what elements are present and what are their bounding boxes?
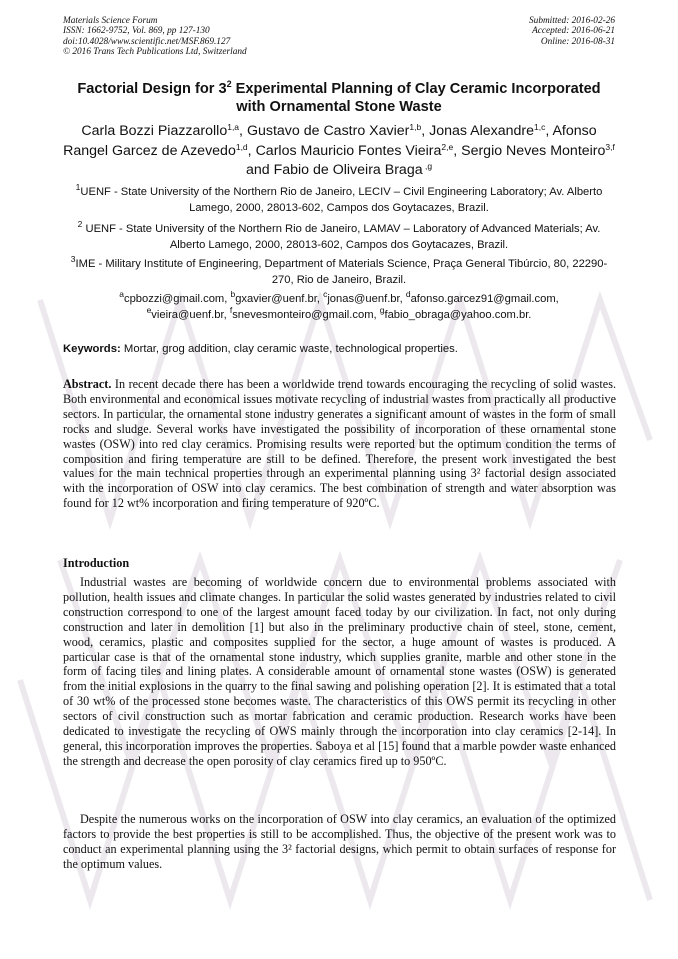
accepted-date: Accepted: 2016-06-21 [532, 26, 615, 37]
affiliation-text: UENF - State University of the Northern Rio de Janeiro, LECIV – Civil Engineering Laboratory; Av. Alberto Lamego, 2000, 28013-602, Campos dos Goytacazes, Brazil. [80, 186, 603, 214]
keywords [63, 342, 615, 357]
affiliation-2 [63, 221, 615, 253]
author-name: Fabio de Oliveira Braga [273, 162, 423, 178]
journal-info [63, 16, 247, 58]
submitted-date: Submitted: 2016-02-26 [529, 16, 615, 26]
publication-dates [529, 16, 615, 47]
email-list [63, 291, 615, 323]
email-link[interactable]: jonas@uenf.br, [327, 293, 406, 305]
email-link[interactable]: gxavier@uenf.br, [235, 293, 324, 305]
abstract-label: Abstract. [63, 377, 112, 391]
email-link[interactable]: cpbozzi@gmail.com, [123, 293, 231, 305]
author-sep: and [245, 162, 274, 178]
email-sup: g [379, 305, 385, 315]
author-name: Gustavo de Castro Xavier [246, 123, 410, 139]
author-sup: 1,c [534, 122, 546, 132]
journal-name: Materials Science Forum [63, 16, 158, 26]
body-paragraph: Industrial wastes are becoming of worldwide concern due to environmental problems associated with pollution, health issues and climate changes. In particular the solid wastes generated by industries related to civil construction correspond to one of the largest amount faced today by our civilization. In fact, not only during construction and later in demolition [1] but also in the preliminary productive chain of steel, stone, cement, wood, ceramics, plastic and composites supplied for the sector, a huge amount of wastes is produced. A particular case is that of the ornamental stone industry, which supplies granite, marble and other stone in the form of facing tiles and lining plates. A considerable amount of ornamental stone wastes (OSW) is generated from the initial explosions in the quarry to the final sawing and polishing operation [2]. It is estimated that a total of 30 wt% of the processed stone becomes waste. The characteristics of this OWS permit its recycling in other sectors of civil construction such as mortar fabrication and ceramic production. Research works have been dedicated to investigate the recycling of OWS mainly through the incorporation into clay ceramics [2-14]. In general, this incorporation improves the properties. Saboya et al [15] found that a marble powder waste enhanced the strength and decrease the open porosity of clay ceramics fired up to 950ºC. [63, 575, 616, 768]
abstract-text: In recent decade there has been a worldwide trend towards encouraging the recycling of solid wastes. Both environmental and economical issues motivate recycling of industrial wastes from practically all productive sectors. In particular, the ornamental stone industry generates a significant amount of wastes in the form of small rocks and sludge. Several works have investigated the possibility of incorporation of these ornamental stone wastes (OSW) into red clay ceramics. Promising results were reported but the optimum condition the terms of composition and firing temperature are still to be defined. Therefore, the present work investigated the best values for the main technical properties through an experimental planning using 3² factorial design associated with the incorporation of OSW into clay ceramics. The best combination of strength and water absorption was found for 12 wt% incorporation and firing temperature of 920ºC. [63, 377, 616, 511]
author-sup: 2,e [441, 141, 454, 152]
section-heading: Introduction [63, 556, 130, 570]
author [81, 123, 247, 139]
author-sep: , [421, 123, 430, 139]
title-text-continued: Experimental Planning of Clay Ceramic Incorporated with Ornamental Stone Waste [231, 81, 601, 115]
author-sep: , [453, 142, 462, 159]
keywords-text: Mortar, grog addition, clay ceramic waste, technological properties. [120, 343, 458, 355]
abstract [63, 377, 616, 511]
author-name: Carla Bozzi Piazzarollo [81, 123, 228, 139]
author [274, 162, 433, 178]
author [247, 123, 429, 139]
title-superscript: 2 [226, 79, 232, 89]
email-link[interactable]: fabio_obraga@yahoo.com.br. [384, 309, 532, 321]
author-list [63, 122, 615, 181]
author-name: Jonas Alexandre [429, 123, 535, 139]
author-sup: 1,d [235, 141, 248, 152]
title-text: Factorial Design for 3 [77, 81, 227, 97]
online-date: Online: 2016-08-31 [540, 36, 615, 47]
affiliation-text: IME - Military Institute of Engineering, Department of Materials Science, Praça General Tibúrcio, 80, 22290-270, Rio de Janeiro, Brazil. [75, 258, 608, 286]
body-paragraph: Despite the numerous works on the incorporation of OSW into clay ceramics, an evaluation of the optimized factors to provide the best properties is still to be accomplished. Thus, the objective of the present work was to conduct an experimental planning using the 3² factorial designs, which permit to obtain surfaces of response for the optimum values. [63, 812, 616, 871]
keywords-label: Keywords: [63, 343, 121, 355]
author-sep: , [247, 142, 256, 159]
email-sup: c [323, 289, 328, 299]
affiliation-sup: 2 [77, 219, 83, 229]
email-sup: a [119, 289, 124, 299]
author-name: Carlos Mauricio Fontes Vieira [255, 142, 442, 159]
email-link[interactable]: afonso.garcez91@gmail.com, [410, 293, 559, 305]
author [429, 123, 552, 139]
author-sep: , [545, 123, 553, 139]
issn: ISSN: 1662-9752, Vol. 869, pp 127-130 [63, 26, 210, 37]
author-sup: 3,f [605, 141, 615, 152]
author-sup: 1,a [227, 122, 240, 132]
copyright: © 2016 Trans Tech Publications Ltd, Switzerland [63, 47, 247, 58]
email-sup: d [405, 289, 411, 299]
affiliation-sup: 1 [75, 182, 81, 192]
affiliation-sup: 3 [70, 254, 76, 264]
author-name: Afonso Rangel Garcez de Azevedo [63, 123, 597, 159]
email-sup: e [146, 305, 152, 315]
author-sep: , [239, 123, 247, 139]
email-sup: b [230, 289, 236, 299]
email-link[interactable]: snevesmonteiro@gmail.com, [232, 309, 380, 321]
email-sup: f [229, 305, 233, 315]
affiliation-text: UENF - State University of the Northern Rio de Janeiro, LAMAV – Laboratory of Advanced Materials; Av. Alberto Lamego, 2000, 28013-602, Campos dos Goytacazes, Brazil. [82, 223, 601, 251]
affiliation-1 [63, 184, 615, 216]
author-sup: ,g [422, 161, 433, 171]
paper-title [63, 80, 615, 116]
email-link[interactable]: vieira@uenf.br, [151, 309, 230, 321]
affiliation-3 [63, 256, 615, 288]
author-sup: 1,b [409, 122, 422, 132]
author-name: Sergio Neves Monteiro [461, 142, 606, 159]
author [256, 143, 462, 159]
doi: doi:10.4028/www.scientific.net/MSF.869.127 [63, 36, 231, 47]
